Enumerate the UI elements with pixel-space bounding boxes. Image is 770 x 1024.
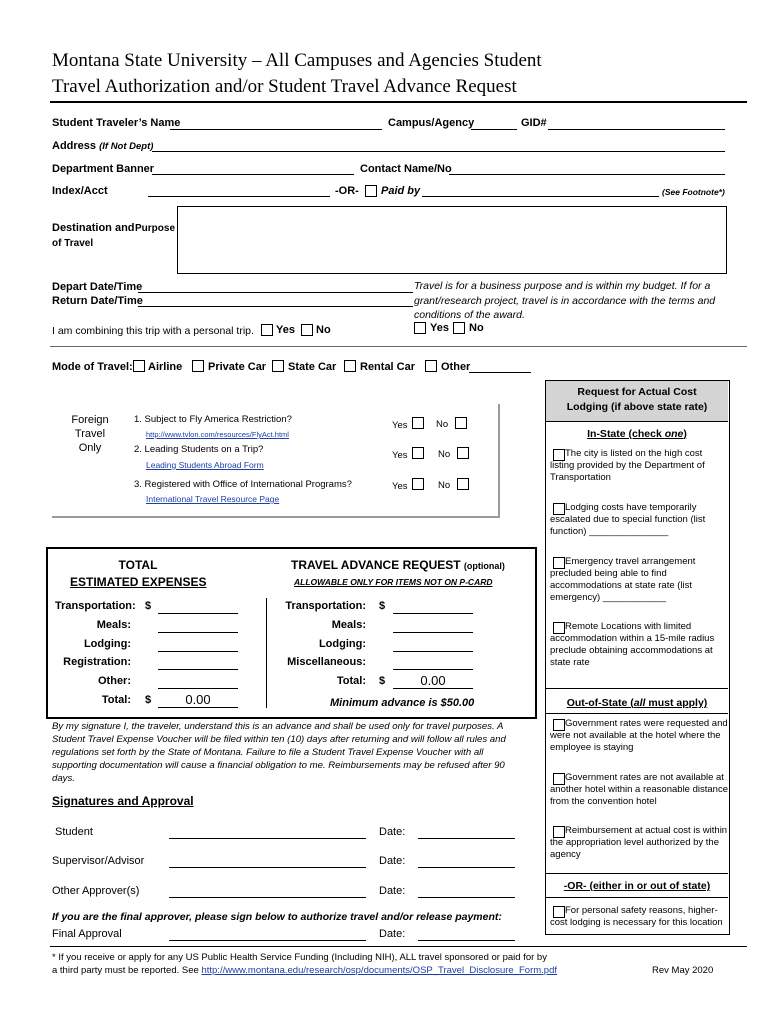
- either-label: -OR- (either in or out of state): [563, 880, 711, 892]
- adv-lodging-label: Lodging:: [318, 638, 366, 650]
- purpose-label: Purpose: [135, 223, 176, 234]
- campus-label: Campus/Agency: [388, 117, 475, 129]
- disclosure-form-link[interactable]: http://www.montana.edu/research/osp/documents/OSP_Travel_Disclosure_Form.pdf: [201, 965, 557, 976]
- supervisor-signature-field[interactable]: [169, 867, 366, 868]
- q1-yes-checkbox[interactable]: [412, 417, 424, 429]
- est-total-value[interactable]: 0.00: [158, 692, 238, 708]
- instate-label: In-State (check: [587, 428, 665, 440]
- student-sig-label: Student: [55, 826, 93, 838]
- gid-label: GID#: [521, 117, 547, 129]
- address-note: (If Not Dept): [99, 141, 154, 152]
- mode-private-car-label: Private Car: [208, 361, 267, 373]
- est-total-label: Total:: [101, 694, 131, 706]
- destination-label: Destination and: [52, 222, 135, 234]
- campus-field[interactable]: [471, 129, 517, 130]
- form-title-line2: Travel Authorization and/or Student Travel Advance Request: [52, 76, 517, 97]
- est-transportation-field[interactable]: [158, 613, 238, 614]
- adv-transportation-label: Transportation:: [285, 600, 366, 612]
- other-date-field[interactable]: [418, 897, 515, 898]
- mode-rental-car-label: Rental Car: [360, 361, 416, 373]
- est-meals-label: Meals:: [96, 619, 131, 631]
- combining-trip-label: I am combining this trip with a personal trip.: [52, 325, 254, 337]
- est-total-currency: $: [145, 694, 152, 706]
- lodging-header-line2: Lodging (if above state rate): [566, 401, 708, 413]
- outstate-rule: [546, 688, 728, 689]
- final-date-field[interactable]: [418, 940, 515, 941]
- instate-one: one: [664, 428, 684, 440]
- of-travel-label: of Travel: [52, 238, 94, 249]
- address-field[interactable]: [152, 151, 725, 152]
- other-approver-signature-field[interactable]: [169, 897, 366, 898]
- outstate-item3-text: Reimbursement at actual cost is within the appropriation level authorized by the agency: [550, 825, 728, 860]
- est-lodging-label: Lodging:: [83, 638, 131, 650]
- mode-state-car-label: State Car: [288, 361, 337, 373]
- total-header: TOTAL: [118, 558, 158, 572]
- lodging-header-rule: [546, 421, 728, 422]
- est-other-field[interactable]: [158, 688, 238, 689]
- student-date-field[interactable]: [418, 838, 515, 839]
- fly-america-link[interactable]: http://www.tvlon.com/resources/FlyAct.html: [146, 430, 289, 439]
- mode-other-field[interactable]: [469, 372, 531, 373]
- est-currency: $: [145, 600, 152, 612]
- est-transportation-label: Transportation:: [55, 600, 136, 612]
- traveler-statement: By my signature I, the traveler, understand this is an advance and shall be used only for travel purposes. A Student Travel Expense Voucher will be filed within ten (10) days after returning and will follow all rules and regulations set forth by the State of Montana. Failure to file a Student Travel Expense Voucher with all supporting documentation will cause a financial obligation to me. Reimbursements may be refused after 90 days.: [52, 721, 506, 784]
- destination-purpose-textarea[interactable]: [177, 206, 727, 274]
- combining-no-label: No: [316, 324, 331, 336]
- business-no-label: No: [469, 322, 484, 334]
- index-label: Index/Acct: [52, 185, 108, 197]
- signatures-header: Signatures and Approval: [52, 794, 194, 808]
- form-title-line1: Montana State University – All Campuses and Agencies Student: [52, 50, 542, 71]
- paid-by-label: Paid by: [381, 185, 421, 197]
- outstate-all: all: [633, 697, 646, 709]
- see-footnote: (See Footnote*): [662, 187, 725, 197]
- est-other-label: Other:: [98, 675, 131, 687]
- instate-item2-text: Lodging costs have temporarily escalated due to special function (list function) _______________: [550, 502, 706, 537]
- leading-students-link[interactable]: Leading Students Abroad Form: [146, 460, 264, 470]
- student-name-label: Student Traveler’s Name: [52, 117, 181, 129]
- only-label: Only: [78, 442, 102, 454]
- q3-no-label: No: [438, 480, 451, 491]
- foreign-label: Foreign: [71, 414, 109, 426]
- outstate-item2-text: Government rates are not available at another hotel within a reasonable distance from the convention hotel: [550, 772, 728, 807]
- outstate-label: Out-of-State (: [566, 697, 634, 709]
- mode-other-label: Other: [441, 361, 471, 373]
- instate-end: ): [683, 428, 687, 440]
- final-approver-note: If you are the final approver, please sign below to authorize travel and/or release payment:: [52, 911, 502, 923]
- instate-item4-text: Remote Locations with limited accommodation within a 15-mile radius preclude obtaining accommodations at state rate: [550, 621, 715, 668]
- depart-label: Depart Date/Time: [52, 281, 143, 293]
- dept-banner-label: Department Banner: [52, 163, 155, 175]
- adv-meals-label: Meals:: [331, 619, 366, 631]
- student-name-field[interactable]: [170, 129, 382, 130]
- other-approver-label: Other Approver(s): [52, 885, 140, 897]
- mode-state-car-checkbox[interactable]: [272, 360, 284, 372]
- either-rule-bottom: [546, 897, 728, 898]
- final-approval-signature-field[interactable]: [169, 940, 366, 941]
- dept-banner-field[interactable]: [152, 174, 354, 175]
- advance-optional: (optional): [463, 561, 505, 571]
- travel-label: Travel: [74, 428, 106, 440]
- est-lodging-field[interactable]: [158, 651, 238, 652]
- q3-no-checkbox[interactable]: [457, 478, 469, 490]
- adv-total-value[interactable]: 0.00: [393, 673, 473, 689]
- or-label: -OR-: [335, 185, 359, 197]
- expenses-divider: [266, 598, 267, 708]
- adv-misc-label: Miscellaneous:: [287, 656, 366, 668]
- mode-other-checkbox[interactable]: [425, 360, 437, 372]
- q2-no-checkbox[interactable]: [457, 447, 469, 459]
- paid-by-field[interactable]: [422, 196, 659, 197]
- combining-no-checkbox[interactable]: [301, 324, 313, 336]
- student-date-label: Date:: [379, 826, 406, 838]
- mode-of-travel-label: Mode of Travel:: [52, 361, 133, 373]
- q1-no-checkbox[interactable]: [455, 417, 467, 429]
- adv-currency: $: [379, 600, 386, 612]
- gid-field[interactable]: [548, 129, 725, 130]
- combining-yes-checkbox[interactable]: [261, 324, 273, 336]
- adv-transportation-field[interactable]: [393, 613, 473, 614]
- business-no-checkbox[interactable]: [453, 322, 465, 334]
- minimum-advance: Minimum advance is $50.00: [330, 697, 475, 709]
- footer-rule: [50, 946, 747, 947]
- depart-field[interactable]: [138, 292, 413, 293]
- business-purpose-statement: Travel is for a business purpose and is within my budget. If for a grant/research project, travel is in accordance with the terms and conditions of the award.: [414, 280, 716, 321]
- revision-date: Rev May 2020: [652, 965, 714, 976]
- either-item1-text: For personal safety reasons, higher-cost lodging is necessary for this location: [550, 905, 723, 928]
- supervisor-sig-label: Supervisor/Advisor: [52, 855, 145, 867]
- q1-no-label: No: [436, 419, 449, 430]
- q1-yes-label: Yes: [392, 420, 408, 431]
- combining-yes-label: Yes: [276, 324, 295, 336]
- contact-field[interactable]: [449, 174, 725, 175]
- advance-subheader: ALLOWABLE ONLY FOR ITEMS NOT ON P-CARD: [294, 577, 493, 587]
- return-field[interactable]: [138, 306, 413, 307]
- outstate-item1-text: Government rates were requested and were not available at the hotel where the employee is staying: [550, 718, 728, 753]
- footer-note-line1: * If you receive or apply for any US Public Health Service Funding (Including NIH), ALL travel sponsored or paid for by: [52, 952, 547, 963]
- final-date-label: Date:: [379, 928, 406, 940]
- est-meals-field[interactable]: [158, 632, 238, 633]
- q3-yes-label: Yes: [392, 481, 408, 492]
- supervisor-date-label: Date:: [379, 855, 406, 867]
- q2-no-label: No: [438, 449, 451, 460]
- supervisor-date-field[interactable]: [418, 867, 515, 868]
- mode-rental-car-checkbox[interactable]: [344, 360, 356, 372]
- either-rule-top: [546, 873, 728, 874]
- other-date-label: Date:: [379, 885, 406, 897]
- instate-item1-text: The city is listed on the high cost listing provided by the Department of Transportation: [550, 448, 705, 483]
- mode-airline-label: Airline: [148, 361, 183, 373]
- adv-total-currency: $: [379, 675, 386, 687]
- final-approval-label: Final Approval: [52, 928, 122, 940]
- foreign-q2: 2. Leading Students on a Trip?: [134, 444, 264, 455]
- adv-total-label: Total:: [336, 675, 366, 687]
- index-field[interactable]: [148, 196, 330, 197]
- lodging-header-line1: Request for Actual Cost: [577, 386, 697, 398]
- return-label: Return Date/Time: [52, 295, 143, 307]
- advance-header: TRAVEL ADVANCE REQUEST: [291, 558, 461, 572]
- adv-lodging-field[interactable]: [393, 651, 473, 652]
- contact-label: Contact Name/No: [360, 163, 452, 175]
- adv-misc-field[interactable]: [393, 669, 473, 670]
- business-yes-checkbox[interactable]: [414, 322, 426, 334]
- mode-private-car-checkbox[interactable]: [192, 360, 204, 372]
- address-label: Address: [52, 140, 97, 152]
- q2-yes-label: Yes: [392, 450, 408, 461]
- est-registration-label: Registration:: [63, 656, 131, 668]
- title-rule: [50, 101, 747, 103]
- foreign-q3: 3. Registered with Office of International Programs?: [134, 479, 352, 490]
- business-yes-label: Yes: [430, 322, 449, 334]
- estimated-expenses-header: ESTIMATED EXPENSES: [70, 575, 207, 589]
- section-divider: [50, 346, 747, 347]
- mode-airline-checkbox[interactable]: [133, 360, 145, 372]
- footer-note-line2: a third party must be reported. See: [52, 965, 202, 976]
- instate-item3-text: Emergency travel arrangement precluded being able to find accommodations at state rate (list emergency) ____________: [550, 556, 696, 603]
- outstate-header-rule: [546, 713, 728, 714]
- q3-yes-checkbox[interactable]: [412, 478, 424, 490]
- q2-yes-checkbox[interactable]: [412, 447, 424, 459]
- est-registration-field[interactable]: [158, 669, 238, 670]
- adv-meals-field[interactable]: [393, 632, 473, 633]
- paid-by-checkbox[interactable]: [365, 185, 377, 197]
- outstate-end: must apply): [645, 697, 708, 709]
- international-resource-link[interactable]: International Travel Resource Page: [146, 494, 280, 504]
- foreign-q1: 1. Subject to Fly America Restriction?: [134, 414, 292, 425]
- student-signature-field[interactable]: [169, 838, 366, 839]
